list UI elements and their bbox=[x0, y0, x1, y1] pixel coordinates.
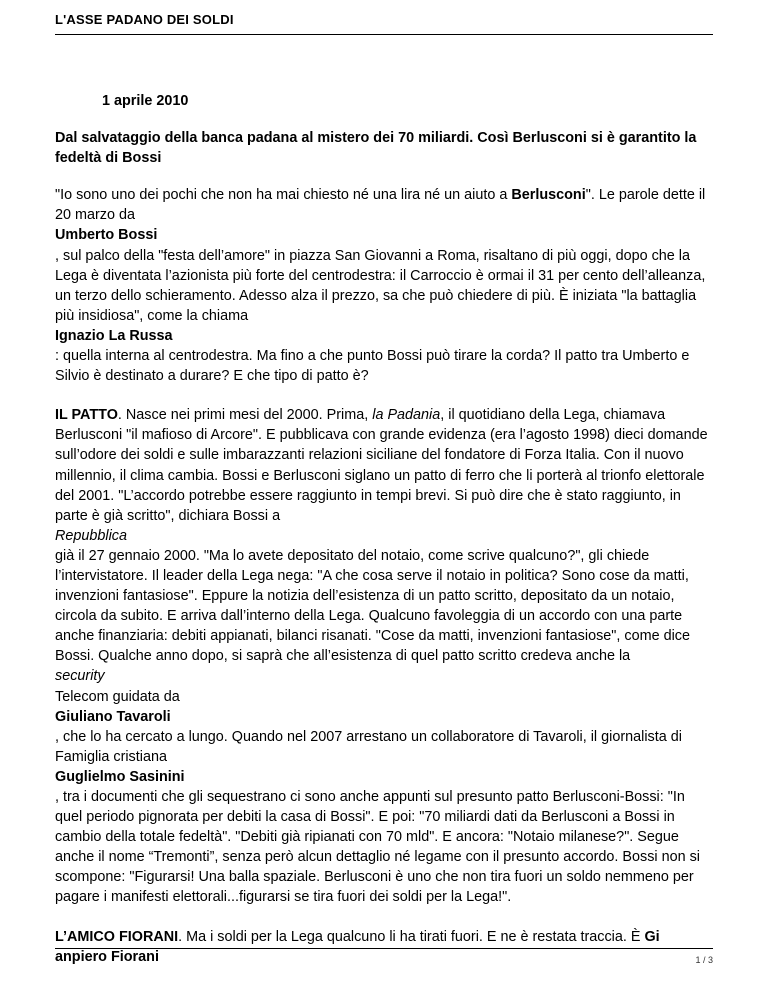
paragraph-il-patto bbox=[55, 405, 715, 907]
italic-repubblica: Repubblica bbox=[55, 527, 128, 544]
text-run: , tra i documenti che gli sequestrano ci sono anche appunti sul presunto patto Berlusconi-Bossi: "In quel periodo pignorata per debiti la casa di Bossi". E poi: "70 miliardi dati da Berlusconi a Bossi in cambio della totale fedeltà". "Debiti già ripianati con 70 mld". E ancora: "Notaio milanese?". Segue anche il nome “Tremonti”, senza però alcun dettaglio né legame con il presunto accordo. Bossi non si scompone: "Figurarsi! Una balla spaziale. Berlusconi è uno che non tira fuori un soldo nemmeno per pagare i manifesti elettorali...figurarsi se tira fuori dei soldi per la Lega!". bbox=[55, 789, 700, 906]
page-number: 1 / 3 bbox=[695, 955, 713, 965]
text-run: , sul palco della "festa dell’amore" in piazza San Giovanni a Roma, risaltano di più oggi, dopo che la Lega è diventata l’azionista più forte del centrodestra: il Carroccio è ormai il 31 per cento dell’alleanza, un terzo dello schieramento. Adesso alza il prezzo, sa che può chiedere di più. È iniziata "la battaglia più insidiosa", come la chiama bbox=[55, 247, 706, 324]
name-gianpiero-fiorani: Gi anpiero Fiorani bbox=[55, 928, 660, 965]
name-umberto-bossi: Umberto Bossi bbox=[55, 227, 158, 244]
text-run: Telecom guidata da bbox=[55, 688, 180, 705]
text-run: ". Le parole dette il 20 marzo da bbox=[55, 187, 706, 224]
text-run: : quella interna al centrodestra. Ma fino a che punto Bossi può tirare la corda? Il patto tra Umberto e Silvio è destinato a durare? E che tipo di patto è? bbox=[55, 348, 690, 385]
text-run: "Io sono uno dei pochi che non ha mai chiesto né una lira né un aiuto a bbox=[55, 187, 512, 204]
name-guglielmo-sasinini: Guglielmo Sasinini bbox=[55, 768, 185, 785]
italic-la-padania: la Padania bbox=[372, 407, 441, 424]
article-body bbox=[55, 91, 715, 986]
text-run: già il 27 gennaio 2000. "Ma lo avete depositato del notaio, come scrive qualcuno?", gli chiede l’intervistatore. Il leader della Lega nega: "A che cosa serve il notaio in politica? Sono cose da matti, invenzioni fantasiose". Eppure la notizia dell’esistenza di un patto scritto, depositato da un notaio, circola da subito. E arriva dall’interno della Lega. Qualcuno favoleggia di un accordo con una parte anche finanziaria: debiti appianati, bilanci risanati. "Cose da matti, invenzioni fantasiose", come dice Bossi. Qualche anno dopo, si saprà che all’esistenza di quel patto scritto credeva anche la bbox=[55, 547, 690, 665]
article-subtitle: Dal salvataggio della banca padana al mistero dei 70 miliardi. Così Berlusconi si è garantito la fedeltà di Bossi bbox=[55, 130, 697, 167]
text-run: , il quotidiano della Lega, chiamava Berlusconi "il mafioso di Arcore". E pubblicava con grande evidenza (era l’agosto 1998) dieci domande sull’odore dei soldi e sulle imbarazzanti relazioni siciliane del fondatore di Forza Italia. Con il nuovo millennio, il clima cambia. Bossi e Berlusconi siglano un patto di ferro che li porterà al trionfo elettorale del 2001. "L’accordo potrebbe essere raggiunto in tempi brevi. Si può dire che è stato raggiunto, in parte è già scritto", dichiara Bossi a bbox=[55, 407, 708, 524]
section-heading-amico-fiorani: L’AMICO FIORANI bbox=[55, 928, 179, 945]
italic-security: security bbox=[55, 668, 105, 685]
section-heading-il-patto: IL PATTO bbox=[55, 407, 118, 424]
text-run: , che lo ha cercato a lungo. Quando nel 2007 arrestano un collaboratore di Tavaroli, il giornalista di Famiglia cristiana bbox=[55, 728, 682, 765]
name-berlusconi: Berlusconi bbox=[511, 187, 586, 204]
text-run: . Ma i soldi per la Lega qualcuno li ha tirati fuori. E ne è restata traccia. È bbox=[178, 928, 645, 945]
paragraph-intro bbox=[55, 185, 715, 386]
name-ignazio-la-russa: Ignazio La Russa bbox=[55, 327, 173, 344]
name-giuliano-tavaroli: Giuliano Tavaroli bbox=[55, 708, 171, 725]
footer-divider bbox=[55, 948, 713, 949]
article-date: 1 aprile 2010 bbox=[102, 93, 189, 109]
header-divider bbox=[55, 34, 713, 35]
paragraph-amico-fiorani bbox=[55, 927, 715, 967]
page-header-title: L'ASSE PADANO DEI SOLDI bbox=[55, 12, 234, 27]
text-run: . Nasce nei primi mesi del 2000. Prima, bbox=[117, 407, 373, 424]
